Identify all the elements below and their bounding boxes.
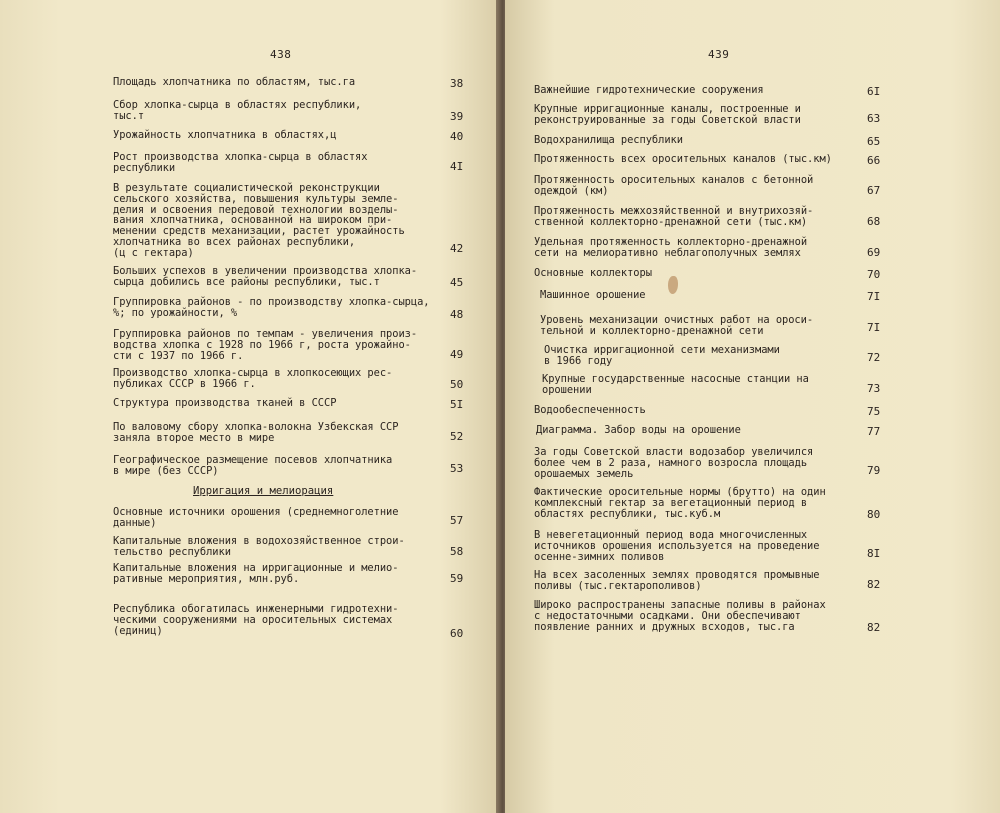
toc-entry-title: Группировка районов по темпам - увеличения произ- водства хлопка с 1928 по 1966 г, роста урожайно- сти с 1937 по 1966 г.	[113, 328, 418, 362]
toc-entry-page: 49	[450, 348, 464, 361]
toc-entry-title: Структура производства тканей в СССР	[113, 397, 337, 409]
toc-entry-page: 38	[450, 77, 464, 90]
toc-entry-title: Уровень механизации очистных работ на ороси- тельной и коллекторно-дренажной сети	[540, 314, 814, 337]
section-heading: Ирригация и мелиорация	[193, 485, 334, 497]
toc-entry-page: 59	[450, 572, 464, 585]
toc-entry-page: 42	[450, 242, 464, 255]
page-number: 438	[270, 48, 292, 61]
toc-entry-page: 53	[450, 462, 464, 475]
toc-entry-page: 66	[867, 154, 881, 167]
toc-entry-title: Основные коллекторы	[534, 267, 652, 279]
toc-entry-title: Рост производства хлопка-сырца в областях республики	[113, 151, 368, 174]
toc-entry-page: 80	[867, 508, 881, 521]
toc-entry-page: 77	[867, 425, 881, 438]
toc-entry-page: 45	[450, 276, 464, 289]
toc-entry-page: 79	[867, 464, 881, 477]
toc-entry-title: На всех засоленных землях проводятся промывные поливы (тыс.гектарополивов)	[534, 569, 820, 592]
toc-entry-page: 70	[867, 268, 881, 281]
toc-entry-title: Протяженность оросительных каналов с бетонной одеждой (км)	[534, 174, 814, 197]
page-number: 439	[708, 48, 730, 61]
toc-entry-title: Водохранилища республики	[534, 134, 683, 146]
toc-entry-page: 82	[867, 621, 881, 634]
right-page	[505, 0, 1000, 813]
toc-entry-page: 52	[450, 430, 464, 443]
toc-entry-title: Капитальные вложения в водохозяйственное строи- тельство республики	[113, 535, 405, 558]
toc-entry-title: Площадь хлопчатника по областям, тыс.га	[113, 76, 356, 88]
paper-stain	[668, 276, 678, 294]
toc-entry-title: Больших успехов в увеличении производства хлопка- сырца добились все районы республики, тыс.т	[113, 265, 418, 288]
toc-entry-title: Республика обогатилась инженерными гидротехни- ческими сооружениями на оросительных системах (единиц)	[113, 603, 399, 637]
toc-entry-title: Группировка районов - по производству хлопка-сырца, %; по урожайности, %	[113, 296, 430, 319]
toc-entry-title: Удельная протяженность коллекторно-дренажной сети на мелиоративно неблагополучных землях	[534, 236, 808, 259]
toc-entry-page: 7I	[867, 290, 881, 303]
toc-entry-page: 69	[867, 246, 881, 259]
toc-entry-title: Широко распространены запасные поливы в районах с недостаточными осадками. Они обеспечивают появление ранних и дружных всходов, тыс.га	[534, 599, 826, 633]
toc-entry-page: 7I	[867, 321, 881, 334]
toc-entry-title: Диаграмма. Забор воды на орошение	[536, 424, 741, 436]
toc-entry-page: 68	[867, 215, 881, 228]
toc-entry-page: 73	[867, 382, 881, 395]
toc-entry-title: Капитальные вложения на ирригационные и мелио- ративные мероприятия, млн.руб.	[113, 562, 399, 585]
toc-entry-title: Протяженность межхозяйственной и внутрихозяй- ственной коллекторно-дренажной сети (тыс.км)	[534, 205, 814, 228]
toc-entry-title: Машинное орошение	[540, 289, 646, 301]
toc-entry-page: 5I	[450, 398, 464, 411]
toc-entry-page: 40	[450, 130, 464, 143]
toc-entry-page: 72	[867, 351, 881, 364]
toc-entry-page: 75	[867, 405, 881, 418]
toc-entry-title: Производство хлопка-сырца в хлопкосеющих рес- публиках СССР в 1966 г.	[113, 367, 393, 390]
toc-entry-title: Очистка ирригационной сети механизмами в 1966 году	[544, 344, 780, 367]
toc-entry-title: За годы Советской власти водозабор увеличился более чем в 2 раза, намного возросла площадь орошаемых земель	[534, 446, 814, 480]
toc-entry-page: 82	[867, 578, 881, 591]
toc-entry-title: По валовому сбору хлопка-волокна Узбекская ССР заняла второе место в мире	[113, 421, 399, 444]
toc-entry-title: Протяженность всех оросительных каналов (тыс.км)	[534, 153, 832, 165]
toc-entry-page: 60	[450, 627, 464, 640]
toc-entry-page: 8I	[867, 547, 881, 560]
toc-entry-title: Фактические оросительные нормы (брутто) на один комплексный гектар за вегетационный период в областях республики, тыс.куб.м	[534, 486, 826, 520]
toc-entry-title: Крупные государственные насосные станции на орошении	[542, 373, 809, 396]
toc-entry-title: В невегетационный период вода многочисленных источников орошения используется на проведение осенне-зимних поливов	[534, 529, 820, 563]
toc-entry-title: Урожайность хлопчатника в областях,ц	[113, 129, 337, 141]
toc-entry-page: 48	[450, 308, 464, 321]
toc-entry-page: 50	[450, 378, 464, 391]
toc-entry-title: Водообеспеченность	[534, 404, 646, 416]
toc-entry-page: 6I	[867, 85, 881, 98]
toc-entry-page: 65	[867, 135, 881, 148]
toc-entry-page: 67	[867, 184, 881, 197]
toc-entry-title: Основные источники орошения (среднемноголетние данные)	[113, 506, 399, 529]
toc-entry-page: 57	[450, 514, 464, 527]
toc-entry-page: 58	[450, 545, 464, 558]
toc-entry-title: Крупные ирригационные каналы, построенные и реконструированные за годы Советской власти	[534, 103, 801, 126]
toc-entry-page: 39	[450, 110, 464, 123]
toc-entry-title: Сбор хлопка-сырца в областях республики, тыс.т	[113, 99, 362, 122]
toc-entry-page: 63	[867, 112, 881, 125]
toc-entry-title: В результате социалистической реконструкции сельского хозяйства, повышения культуры земле- делия и освоения передовой технологии возделы- вания хлопчатника, основанной на широком при- менении средств механизации, растет урожайность хлопчатника во всех районах республики, (ц с гектара)	[113, 182, 405, 259]
toc-entry-page: 4I	[450, 160, 464, 173]
toc-entry-title: Важнейшие гидротехнические сооружения	[534, 84, 764, 96]
toc-entry-title: Географическое размещение посевов хлопчатника в мире (без СССР)	[113, 454, 393, 477]
